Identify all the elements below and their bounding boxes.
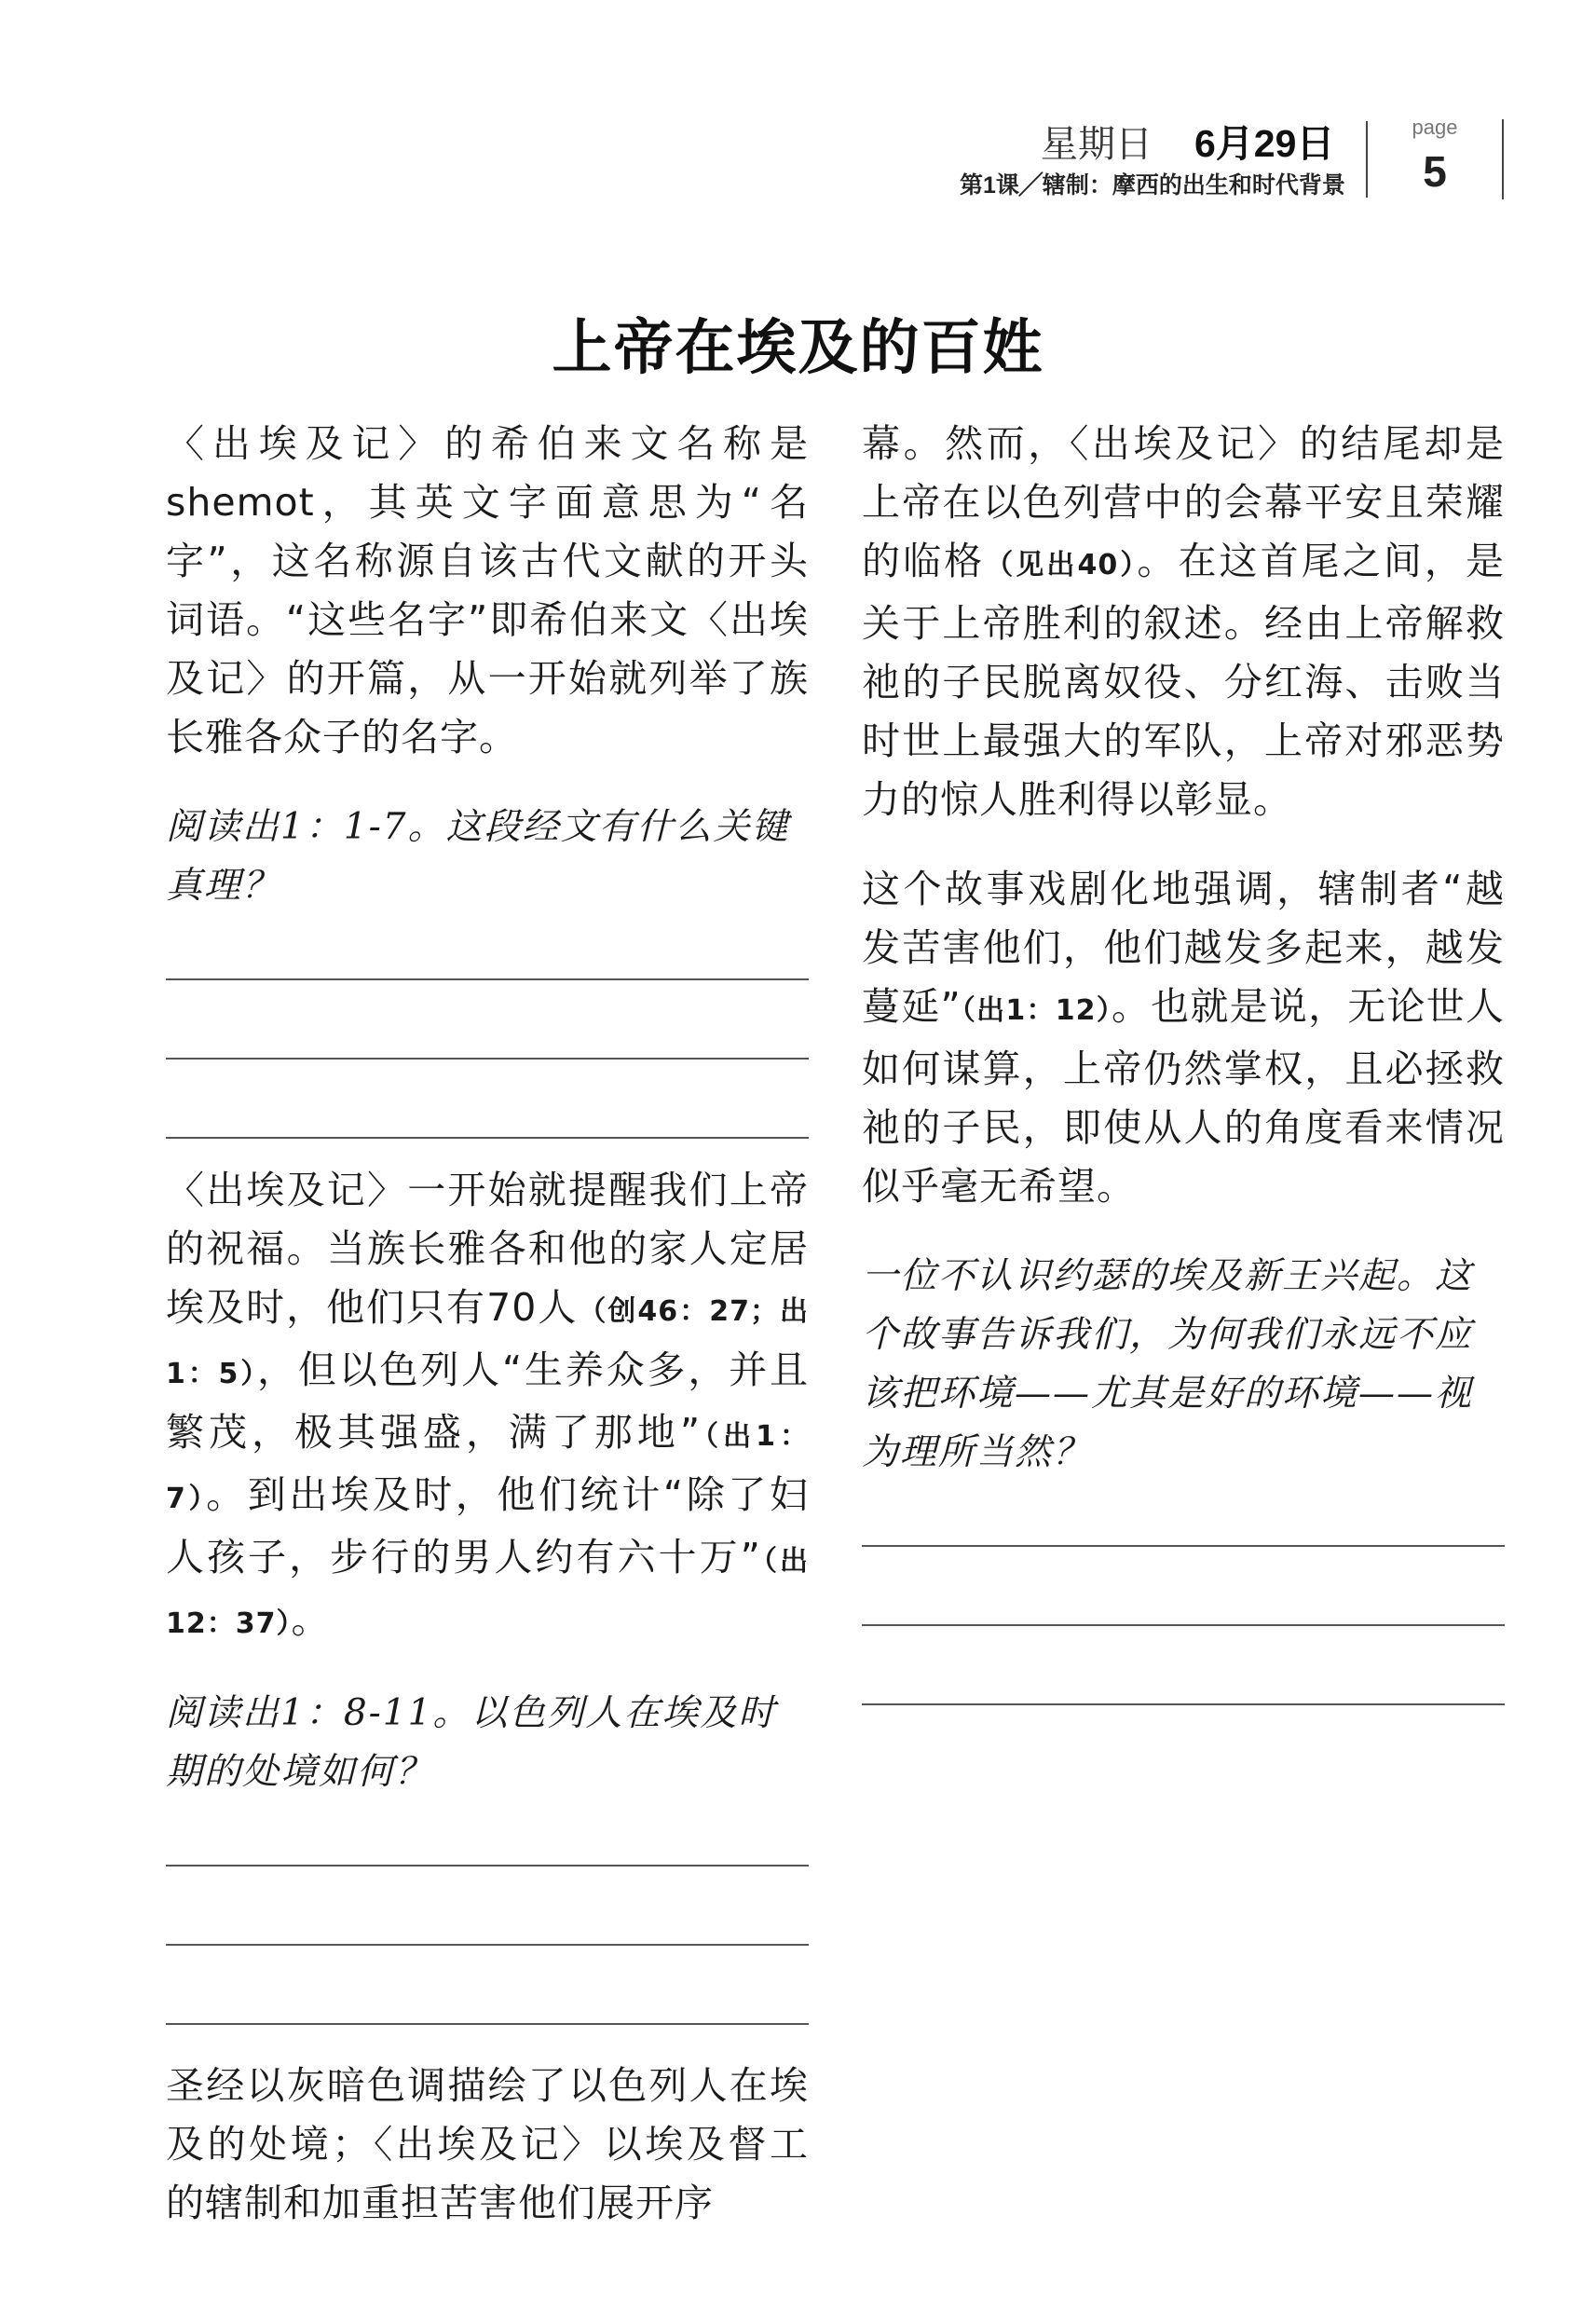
answer-lines-1[interactable]: [166, 915, 809, 1139]
question-3: 一位不认识约瑟的埃及新王兴起。这个故事告诉我们，为何我们永远不应该把环境——尤其是好的环境——视为理所当然？: [862, 1255, 1474, 1473]
question-2: 阅读出1：8-11。以色列人在埃及时期的处境如何？: [166, 1692, 777, 1793]
page-header: [0, 0, 1596, 214]
answer-line[interactable]: [166, 2022, 809, 2025]
header-divider: [1366, 121, 1368, 198]
scripture-reference: （见出40）: [985, 549, 1138, 581]
situation-paragraph: 圣经以灰暗色调描绘了以色列人在埃及的处境；〈出埃及记〉以埃及督工的辖制和加重担苦害他们展开序: [166, 2063, 809, 2225]
answer-line[interactable]: [166, 1136, 809, 1139]
paragraph-text: 。在这首尾之间，是关于上帝胜利的叙述。经由上帝解救祂的子民脱离奴役、分红海、击败当时世上最强大的军队，上帝对邪恶势力的惊人胜利得以彰显。: [862, 539, 1505, 822]
paragraph-text: 〈出埃及记〉一开始就提醒我们上帝的祝福。当族长雅各和他的家人定居埃及时，他们只有70人: [166, 1168, 809, 1330]
paragraph-text: 这个故事戏剧化地强调，辖制者“越发苦害他们，他们越发多起来，越发蔓延”: [862, 867, 1505, 1029]
page-label: page: [1412, 116, 1458, 139]
header-date: 6月29日: [1194, 122, 1335, 165]
intro-paragraph: 〈出埃及记〉的希伯来文名称是shemot，其英文字面意思为“名字”，这名称源自该古代文献的开头词语。“这些名字”即希伯来文〈出埃及记〉的开篇，从一开始就列举了族长雅各众子的名字。: [166, 421, 809, 759]
scripture-reference: （创46：27；出1：5）: [166, 1295, 809, 1390]
paragraph-text: 。: [291, 1597, 331, 1642]
question-1: 阅读出1：1-7。这段经文有什么关键真理？: [166, 806, 790, 907]
answer-lines-3[interactable]: [862, 1482, 1505, 1705]
paragraph-text: 。到出埃及时，他们统计“除了妇人孩子，步行的男人约有六十万”: [166, 1472, 809, 1579]
page-number: 5: [1423, 147, 1447, 196]
paragraph-text: 。也就是说，无论世人如何谋算，上帝仍然掌权，且必拯救祂的子民，即使从人的角度看来情况似乎毫无希望。: [862, 984, 1505, 1209]
scripture-reference: （出12：37）: [166, 1545, 809, 1640]
header-lesson-title: 第1课╱辖制：摩西的出生和时代背景: [960, 172, 1345, 198]
blessing-paragraph: [166, 1161, 809, 1653]
left-column: [166, 415, 809, 2233]
scripture-reference: （出1：12）: [961, 994, 1112, 1027]
answer-lines-2[interactable]: [166, 1801, 809, 2025]
header-day: 星期日: [1041, 124, 1153, 165]
oppression-paragraph: [862, 860, 1505, 1216]
right-column: [862, 415, 1505, 1705]
continuation-paragraph: [862, 415, 1505, 829]
page-title: 上帝在埃及的百姓: [552, 313, 1044, 383]
paragraph-text: ，但以色列人“生养众多，并且繁茂，极其强盛，满了那地”: [166, 1347, 809, 1455]
paragraph-text: 幕。然而，〈出埃及记〉的结尾却是上帝在以色列营中的会幕平安且荣耀的临格: [862, 421, 1505, 583]
answer-line[interactable]: [862, 1702, 1505, 1705]
scripture-reference: （出1：7）: [166, 1420, 809, 1515]
header-divider: [1502, 119, 1504, 199]
